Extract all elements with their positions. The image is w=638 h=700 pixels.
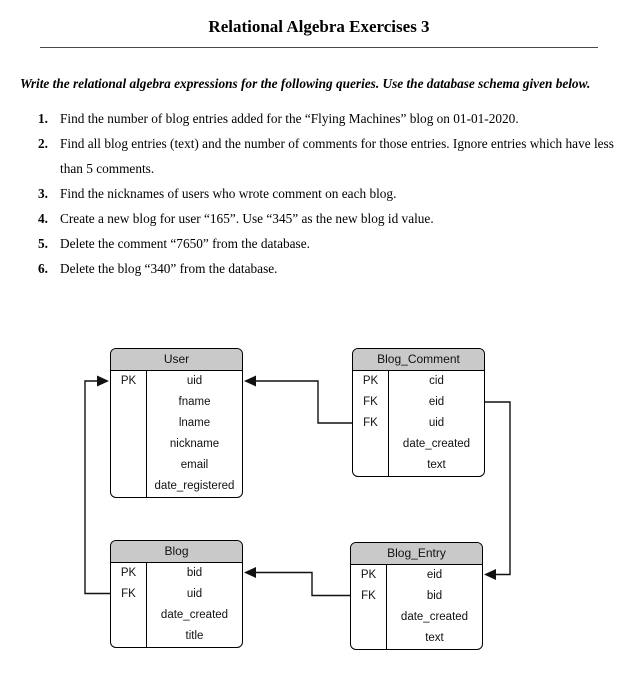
entity-table-user — [110, 348, 243, 498]
key-cell — [111, 476, 146, 497]
field-cell: uid — [186, 588, 203, 600]
key-column — [351, 565, 387, 649]
key-cell — [351, 628, 386, 649]
field-cell: title — [185, 630, 204, 642]
exercise-item — [38, 131, 624, 181]
relation-line-blog-user — [85, 381, 110, 594]
field-column — [389, 371, 484, 476]
key-cell: PK — [120, 567, 137, 579]
table-title: Blog_Entry — [351, 543, 482, 565]
exercise-number: 6. — [38, 261, 48, 277]
relationship-lines — [0, 340, 638, 675]
field-column — [387, 565, 482, 649]
key-cell — [111, 605, 146, 626]
key-cell: PK — [360, 569, 377, 581]
exercise-text: Find the number of blog entries added for the “Flying Machines” blog on 01-01-2020. — [60, 111, 519, 127]
field-column — [147, 371, 242, 497]
title-divider — [40, 47, 598, 48]
table-title: Blog_Comment — [353, 349, 484, 371]
key-cell — [353, 455, 388, 476]
table-title: Blog — [111, 541, 242, 563]
key-cell — [111, 626, 146, 647]
table-title: User — [111, 349, 242, 371]
field-cell: uid — [428, 417, 445, 429]
relation-line-comment-user — [256, 381, 352, 423]
field-cell: email — [180, 459, 209, 471]
instruction-text: Write the relational algebra expressions for the following queries. Use the database schema given below. — [20, 76, 591, 91]
key-cell: FK — [363, 417, 378, 429]
exercise-text: Find the nicknames of users who wrote comment on each blog. — [60, 186, 397, 202]
field-cell: uid — [186, 375, 203, 387]
exercise-number: 2. — [38, 136, 48, 152]
exercise-item — [38, 106, 624, 131]
field-cell: cid — [429, 375, 444, 387]
field-cell: fname — [178, 396, 211, 408]
exercise-item — [38, 231, 624, 256]
arrowhead-comment-entry — [484, 569, 496, 580]
exercise-item — [38, 206, 624, 231]
exercise-list — [38, 106, 624, 281]
exercise-item — [38, 181, 624, 206]
key-cell — [351, 607, 386, 628]
key-cell: FK — [361, 590, 376, 602]
exercise-text: Delete the blog “340” from the database. — [60, 261, 278, 277]
key-cell — [111, 455, 146, 476]
exercise-number: 4. — [38, 211, 48, 227]
exercise-text: Delete the comment “7650” from the database. — [60, 236, 310, 252]
field-cell: eid — [426, 569, 443, 581]
key-cell: PK — [120, 375, 137, 387]
key-column — [111, 371, 147, 497]
field-cell: text — [427, 459, 446, 471]
key-column — [353, 371, 389, 476]
er-diagram — [0, 340, 638, 675]
exercise-text: Find all blog entries (text) and the number of comments for those entries. Ignore entries which have less than 5 comments. — [60, 136, 614, 177]
field-cell: date_created — [160, 609, 229, 621]
key-cell — [111, 413, 146, 434]
field-cell: lname — [178, 417, 211, 429]
field-cell: bid — [186, 567, 203, 579]
exercise-number: 5. — [38, 236, 48, 252]
relation-line-comment-entry — [485, 402, 510, 575]
key-cell — [111, 392, 146, 413]
page-title: Relational Algebra Exercises 3 — [208, 17, 430, 36]
arrowhead-entry-blog — [244, 567, 256, 578]
field-cell: date_registered — [154, 480, 235, 492]
exercise-item — [38, 256, 624, 281]
exercise-text: Create a new blog for user “165”. Use “345” as the new blog id value. — [60, 211, 434, 227]
exercise-number: 3. — [38, 186, 48, 202]
field-cell: eid — [428, 396, 445, 408]
key-cell — [353, 434, 388, 455]
field-column — [147, 563, 242, 647]
relation-line-entry-blog — [256, 573, 350, 596]
key-cell: FK — [363, 396, 378, 408]
key-column — [111, 563, 147, 647]
entity-table-blog-entry — [350, 542, 483, 650]
arrowhead-blog-user — [97, 376, 109, 387]
field-cell: bid — [426, 590, 443, 602]
arrowhead-comment-user — [244, 376, 256, 387]
exercise-number: 1. — [38, 111, 48, 127]
field-cell: date_created — [400, 611, 469, 623]
key-cell — [111, 434, 146, 455]
key-cell: FK — [121, 588, 136, 600]
field-cell: text — [425, 632, 444, 644]
entity-table-blog — [110, 540, 243, 648]
field-cell: date_created — [402, 438, 471, 450]
key-cell: PK — [362, 375, 379, 387]
field-cell: nickname — [169, 438, 220, 450]
entity-table-blog-comment — [352, 348, 485, 477]
